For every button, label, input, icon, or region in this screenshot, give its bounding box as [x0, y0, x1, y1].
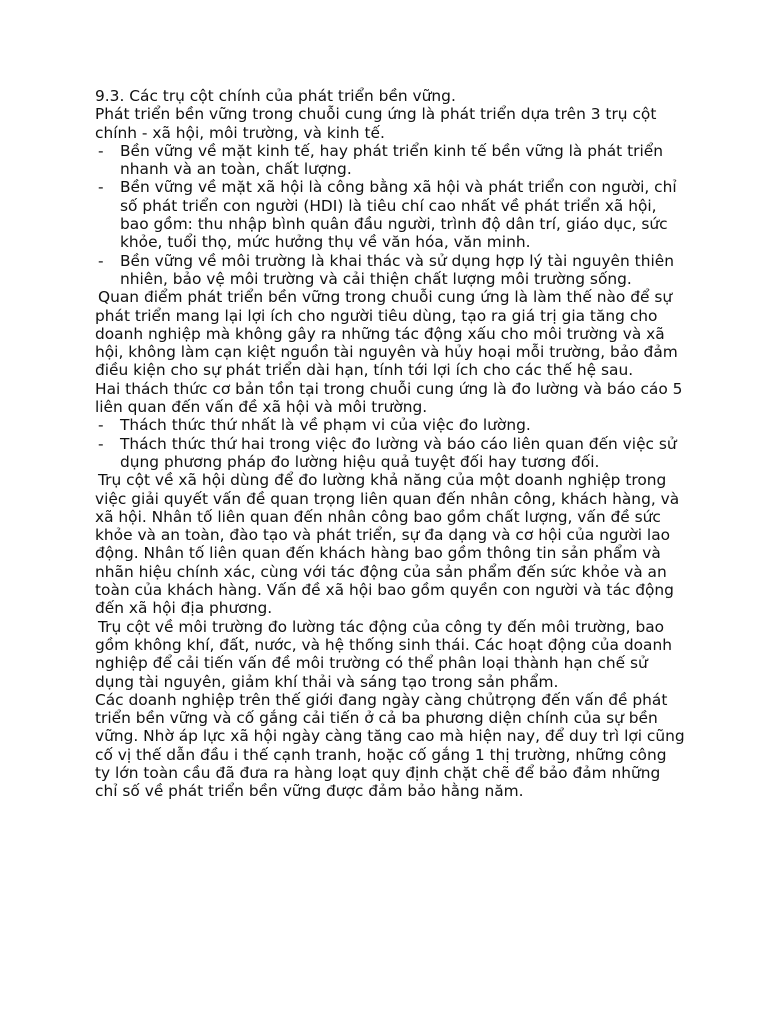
list-item: [95, 416, 685, 434]
bullet-dash: -: [98, 434, 104, 453]
section-heading: 9.3. Các trụ cột chính của phát triển bền vững.: [95, 87, 456, 105]
list-item: [95, 142, 685, 179]
intro-paragraph: Phát triển bền vững trong chuỗi cung ứng là phát triển dựa trên 3 trụ cột chính - xã hội, môi trường, và kinh tế.: [95, 105, 657, 142]
viewpoint-paragraph: Quan điểm phát triển bền vững trong chuỗi cung ứng là làm thế nào để sự phát triển mang lại lợi ích cho người tiêu dùng, tạo ra giá trị gia tăng cho doanh nghiệp mà không gây ra những tác động xấu cho môi trường và xã hội, không làm cạn kiệt nguồn tài nguyên và hủy hoại mỗi trường, bảo đảm điều kiện cho sự phát triển dài hạn, tính tới lợi ích cho các thế hệ sau.: [95, 288, 678, 380]
list-item: [95, 178, 685, 251]
bullet-dash: -: [98, 141, 104, 160]
bullet-dash: -: [98, 251, 104, 270]
challenges-intro-paragraph: Hai thách thức cơ bản tồn tại trong chuỗi cung ứng là đo lường và báo cáo 5 liên quan đến vấn đề xã hội và môi trường.: [95, 379, 683, 417]
pillar-social: Bền vững về mặt xã hội là công bằng xã hội và phát triển con người, chỉ số phát triển con người (HDI) là tiêu chí cao nhất về phát triển xã hội, bao gồm: thu nhập bình quân đầu người, trình độ dân trí, giáo dục, sức khỏe, tuổi thọ, mức hưởng thụ về văn hóa, văn minh.: [120, 178, 677, 252]
conclusion-paragraph: Các doanh nghiệp trên thế giới đang ngày càng chủtrọng đến vấn đề phát triển bền vững và cố gắng cải tiến ở cả ba phương diện chính của sự bền vững. Nhờ áp lực xã hội ngày càng tăng cao mà hiện nay, để duy trì lợi cũng cố vị thế dẫn đầu i thế cạnh tranh, hoặc cố gắng 1 thị trường, những công ty lớn toàn cầu đã đưa ra hàng loạt quy định chặt chẽ để bảo đảm những chỉ số về phát triển bền vững được đảm bảo hằng năm.: [95, 690, 685, 801]
environment-pillar-paragraph: Trụ cột về môi trường đo lường tác động của công ty đến môi trường, bao gồm không khí, đất, nước, và hệ thống sinh thái. Các hoạt động của doanh nghiệp để cải tiến vấn đề môi trường có thể phân loại thành hạn chế sử dụng tài nguyên, giảm khí thải và sáng tạo trong sản phẩm.: [95, 617, 672, 691]
bullet-dash: -: [98, 416, 104, 435]
social-pillar-paragraph: Trụ cột về xã hội dùng để đo lường khả năng của một doanh nghiệp trong việc giải quyết vấn đề quan trọng liên quan đến nhân công, khách hàng, và xã hội. Nhân tố liên quan đến nhân công bao gồm chất lượng, vấn đề sức khỏe và an toàn, đào tạo và phát triển, sự đa dạng và cơ hội của người lao động. Nhân tố liên quan đến khách hàng bao gồm thông tin sản phẩm và nhãn hiệu chính xác, cùng với tác động của sản phẩm đến sức khỏe và an toàn của khách hàng. Vấn đề xã hội bao gồm quyền con người và tác động đến xã hội địa phương.: [95, 471, 680, 618]
pillar-economic: Bền vững về mặt kinh tế, hay phát triển kinh tế bền vững là phát triển nhanh và an toàn, chất lượng.: [120, 141, 663, 179]
challenge-first: Thách thức thứ nhất là về phạm vi của việc đo lường.: [120, 416, 531, 435]
pillars-list: [95, 142, 685, 288]
pillar-environment: Bền vững về môi trường là khai thác và sử dụng hợp lý tài nguyên thiên nhiên, bảo vệ môi trường và cải thiện chất lượng môi trường sống.: [120, 251, 674, 288]
list-item: [95, 252, 685, 289]
list-item: [95, 435, 685, 472]
bullet-dash: -: [98, 178, 104, 197]
document-page: [95, 87, 685, 801]
challenges-list: [95, 416, 685, 471]
challenge-second: Thách thức thứ hai trong việc đo lường và báo cáo liên quan đến việc sử dụng phương pháp đo lường hiệu quả tuyệt đối hay tương đối.: [120, 434, 677, 471]
